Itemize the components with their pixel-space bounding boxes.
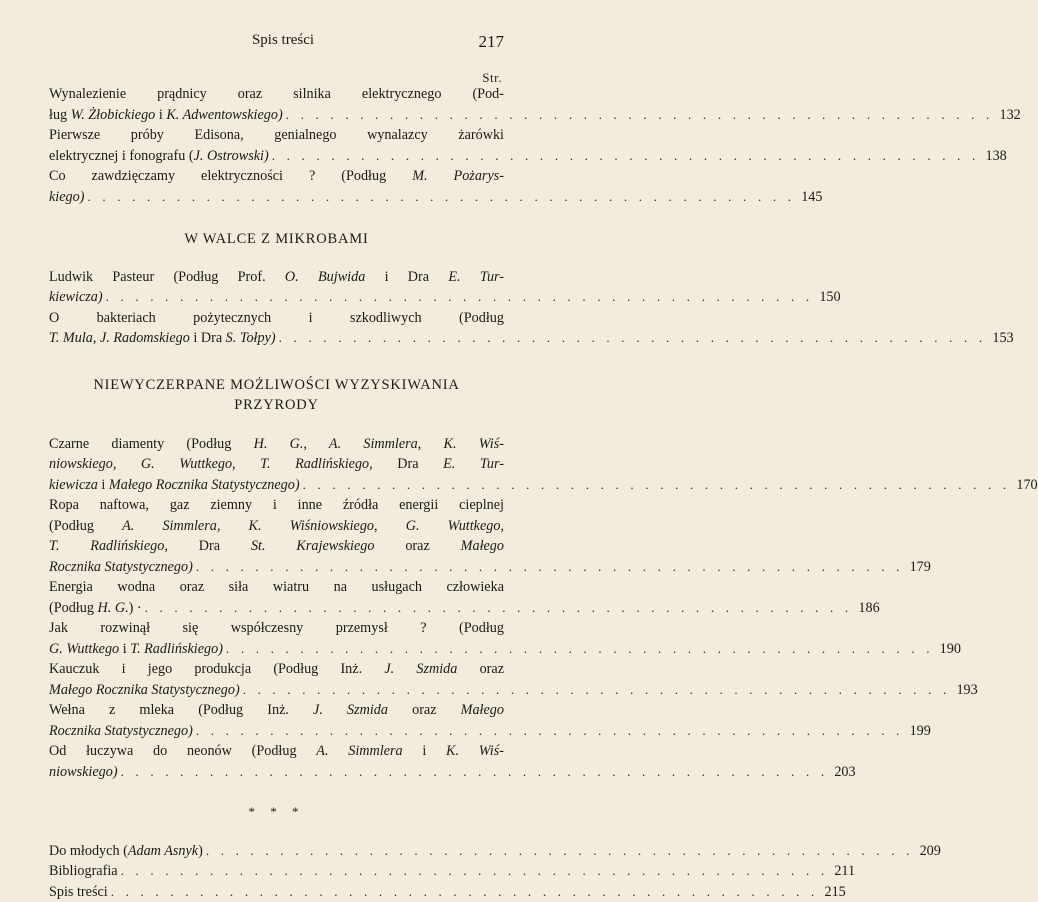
leader-dots: . . . . . . . . . . . . . . . . . . . . . . . . . . . . . . . . . . . . . . . . . . . . . . . . bbox=[279, 328, 987, 349]
toc-entry bbox=[49, 267, 504, 308]
entry-page: 193 bbox=[950, 680, 977, 701]
toc-entry bbox=[49, 700, 504, 741]
entry-page: 211 bbox=[828, 861, 855, 882]
entry-last-line: G. Wuttkego i T. Radlińskiego) . . . . . . . . . . . . . . . . . . . . . . . . . . . . . . . . . . . . . . . . . . . . . . . . 190 bbox=[49, 639, 504, 660]
leader-dots: . . . . . . . . . . . . . . . . . . . . . . . . . . . . . . . . . . . . . . . . . . . . . . . . bbox=[286, 105, 994, 126]
section-heading-line: PRZYRODY bbox=[49, 395, 504, 416]
toc-entry bbox=[49, 841, 504, 862]
entry-last-line: Rocznika Statystycznego) . . . . . . . . . . . . . . . . . . . . . . . . . . . . . . . . . . . . . . . . . . . . . . . . 199 bbox=[49, 721, 504, 742]
entry-last-line: (Podług H. G.) · . . . . . . . . . . . . . . . . . . . . . . . . . . . . . . . . . . . . . . . . . . . . . . . . 186 bbox=[49, 598, 504, 619]
entry-line: Wełna z mleka (Podług Inż. J. Szmida oraz Małego bbox=[49, 700, 504, 721]
entry-page: 203 bbox=[828, 762, 855, 783]
toc-entry bbox=[49, 577, 504, 618]
entry-last-line: Do młodych (Adam Asnyk) . . . . . . . . . . . . . . . . . . . . . . . . . . . . . . . . . . . . . . . . . . . . . . . . 209 bbox=[49, 841, 504, 862]
section-heading bbox=[49, 375, 504, 416]
leader-dots: . . . . . . . . . . . . . . . . . . . . . . . . . . . . . . . . . . . . . . . . . . . . . . . . bbox=[272, 146, 980, 167]
entry-last-line: kiewicza) . . . . . . . . . . . . . . . . . . . . . . . . . . . . . . . . . . . . . . . . . . . . . . . . 150 bbox=[49, 287, 504, 308]
entry-page: 138 bbox=[979, 146, 1006, 167]
entry-page: 145 bbox=[795, 187, 822, 208]
entry-last-line: Spis treści . . . . . . . . . . . . . . . . . . . . . . . . . . . . . . . . . . . . . . . . . . . . . . . . 215 bbox=[49, 882, 504, 902]
entry-page: 190 bbox=[934, 639, 961, 660]
toc-entry bbox=[49, 861, 504, 882]
entry-line: niowskiego, G. Wuttkego, T. Radlińskiego, Dra E. Tur- bbox=[49, 454, 504, 475]
entry-line: Pierwsze próby Edisona, genialnego wynalazcy żarówki bbox=[49, 125, 504, 146]
toc-entry bbox=[49, 84, 504, 125]
entry-line: Czarne diamenty (Podług H. G., A. Simmlera, K. Wiś- bbox=[49, 434, 504, 455]
toc-entry bbox=[49, 618, 504, 659]
section-separator: * * * bbox=[49, 802, 504, 823]
section-heading-line: NIEWYCZERPANE MOŻLIWOŚCI WYZYSKIWANIA bbox=[49, 375, 504, 396]
entry-last-line: niowskiego) . . . . . . . . . . . . . . . . . . . . . . . . . . . . . . . . . . . . . . . . . . . . . . . . 203 bbox=[49, 762, 504, 783]
entry-line: Jak rozwinął się współczesny przemysł ? (Podług bbox=[49, 618, 504, 639]
leader-dots: . . . . . . . . . . . . . . . . . . . . . . . . . . . . . . . . . . . . . . . . . . . . . . . . bbox=[106, 287, 814, 308]
leader-dots: . . . . . . . . . . . . . . . . . . . . . . . . . . . . . . . . . . . . . . . . . . . . . . . . bbox=[243, 680, 951, 701]
entry-line: Ropa naftowa, gaz ziemny i inne źródła energii cieplnej bbox=[49, 495, 504, 516]
entry-page: 179 bbox=[904, 557, 931, 578]
entry-page: 153 bbox=[986, 328, 1013, 349]
entry-last-line: Rocznika Statystycznego) . . . . . . . . . . . . . . . . . . . . . . . . . . . . . . . . . . . . . . . . . . . . . . . . 179 bbox=[49, 557, 504, 578]
toc-entry bbox=[49, 308, 504, 349]
entry-last-line: Bibliografia . . . . . . . . . . . . . . . . . . . . . . . . . . . . . . . . . . . . . . . . . . . . . . . . 211 bbox=[49, 861, 504, 882]
toc-entry bbox=[49, 166, 504, 207]
entry-line: T. Radlińskiego, Dra St. Krajewskiego oraz Małego bbox=[49, 536, 504, 557]
leader-dots: . . . . . . . . . . . . . . . . . . . . . . . . . . . . . . . . . . . . . . . . . . . . . . . . bbox=[303, 475, 1011, 496]
entry-last-line: kiewicza i Małego Rocznika Statystycznego) . . . . . . . . . . . . . . . . . . . . . . . . . . . . . . . . . . . . . . . . . . . . . . . . 170 bbox=[49, 475, 504, 496]
toc-entry bbox=[49, 434, 504, 496]
section-heading: W WALCE Z MIKROBAMI bbox=[49, 229, 504, 250]
toc-entry bbox=[49, 741, 504, 782]
entry-line: (Podług A. Simmlera, K. Wiśniowskiego, G. Wuttkego, bbox=[49, 516, 504, 537]
leader-dots: . . . . . . . . . . . . . . . . . . . . . . . . . . . . . . . . . . . . . . . . . . . . . . . . bbox=[87, 187, 795, 208]
entry-last-line: Małego Rocznika Statystycznego) . . . . . . . . . . . . . . . . . . . . . . . . . . . . . . . . . . . . . . . . . . . . . . . . 193 bbox=[49, 680, 504, 701]
leader-dots: . . . . . . . . . . . . . . . . . . . . . . . . . . . . . . . . . . . . . . . . . . . . . . . . bbox=[121, 861, 829, 882]
leader-dots: . . . . . . . . . . . . . . . . . . . . . . . . . . . . . . . . . . . . . . . . . . . . . . . . bbox=[196, 557, 904, 578]
entry-line: Od łuczywa do neonów (Podług A. Simmlera i K. Wiś- bbox=[49, 741, 504, 762]
page-header bbox=[0, 32, 566, 52]
str-column-label: Str. bbox=[482, 70, 502, 86]
entry-page: 209 bbox=[914, 841, 941, 862]
entry-last-line: kiego) . . . . . . . . . . . . . . . . . . . . . . . . . . . . . . . . . . . . . . . . . . . . . . . . 145 bbox=[49, 187, 504, 208]
leader-dots: . . . . . . . . . . . . . . . . . . . . . . . . . . . . . . . . . . . . . . . . . . . . . . . . bbox=[111, 882, 819, 902]
entry-page: 199 bbox=[904, 721, 931, 742]
leader-dots: . . . . . . . . . . . . . . . . . . . . . . . . . . . . . . . . . . . . . . . . . . . . . . . . bbox=[145, 598, 853, 619]
entry-page: 186 bbox=[852, 598, 879, 619]
entry-line: Kauczuk i jego produkcja (Podług Inż. J. Szmida oraz bbox=[49, 659, 504, 680]
entry-last-line: T. Mula, J. Radomskiego i Dra S. Tołpy) . . . . . . . . . . . . . . . . . . . . . . . . . . . . . . . . . . . . . . . . . . . . . . . . 153 bbox=[49, 328, 504, 349]
running-title: Spis treści bbox=[0, 32, 566, 49]
table-of-contents bbox=[49, 84, 504, 902]
entry-last-line: ług W. Żłobickiego i K. Adwentowskiego) . . . . . . . . . . . . . . . . . . . . . . . . . . . . . . . . . . . . . . . . . . . . . . . . 132 bbox=[49, 105, 504, 126]
leader-dots: . . . . . . . . . . . . . . . . . . . . . . . . . . . . . . . . . . . . . . . . . . . . . . . . bbox=[206, 841, 914, 862]
page-number: 217 bbox=[479, 32, 505, 52]
toc-entry bbox=[49, 125, 504, 166]
leader-dots: . . . . . . . . . . . . . . . . . . . . . . . . . . . . . . . . . . . . . . . . . . . . . . . . bbox=[226, 639, 934, 660]
toc-entry bbox=[49, 495, 504, 577]
entry-page: 150 bbox=[813, 287, 840, 308]
entry-page: 215 bbox=[818, 882, 845, 902]
entry-page: 132 bbox=[993, 105, 1020, 126]
entry-page: 170 bbox=[1010, 475, 1037, 496]
leader-dots: . . . . . . . . . . . . . . . . . . . . . . . . . . . . . . . . . . . . . . . . . . . . . . . . bbox=[121, 762, 829, 783]
entry-last-line: elektrycznej i fonografu (J. Ostrowski) . . . . . . . . . . . . . . . . . . . . . . . . . . . . . . . . . . . . . . . . . . . . . . . . 138 bbox=[49, 146, 504, 167]
entry-line: Wynalezienie prądnicy oraz silnika elektrycznego (Pod- bbox=[49, 84, 504, 105]
entry-line: Ludwik Pasteur (Podług Prof. O. Bujwida i Dra E. Tur- bbox=[49, 267, 504, 288]
entry-line: O bakteriach pożytecznych i szkodliwych (Podług bbox=[49, 308, 504, 329]
entry-line: Co zawdzięczamy elektryczności ? (Podług M. Pożarys- bbox=[49, 166, 504, 187]
toc-entry bbox=[49, 882, 504, 902]
toc-entry bbox=[49, 659, 504, 700]
entry-line: Energia wodna oraz siła wiatru na usługach człowieka bbox=[49, 577, 504, 598]
leader-dots: . . . . . . . . . . . . . . . . . . . . . . . . . . . . . . . . . . . . . . . . . . . . . . . . bbox=[196, 721, 904, 742]
